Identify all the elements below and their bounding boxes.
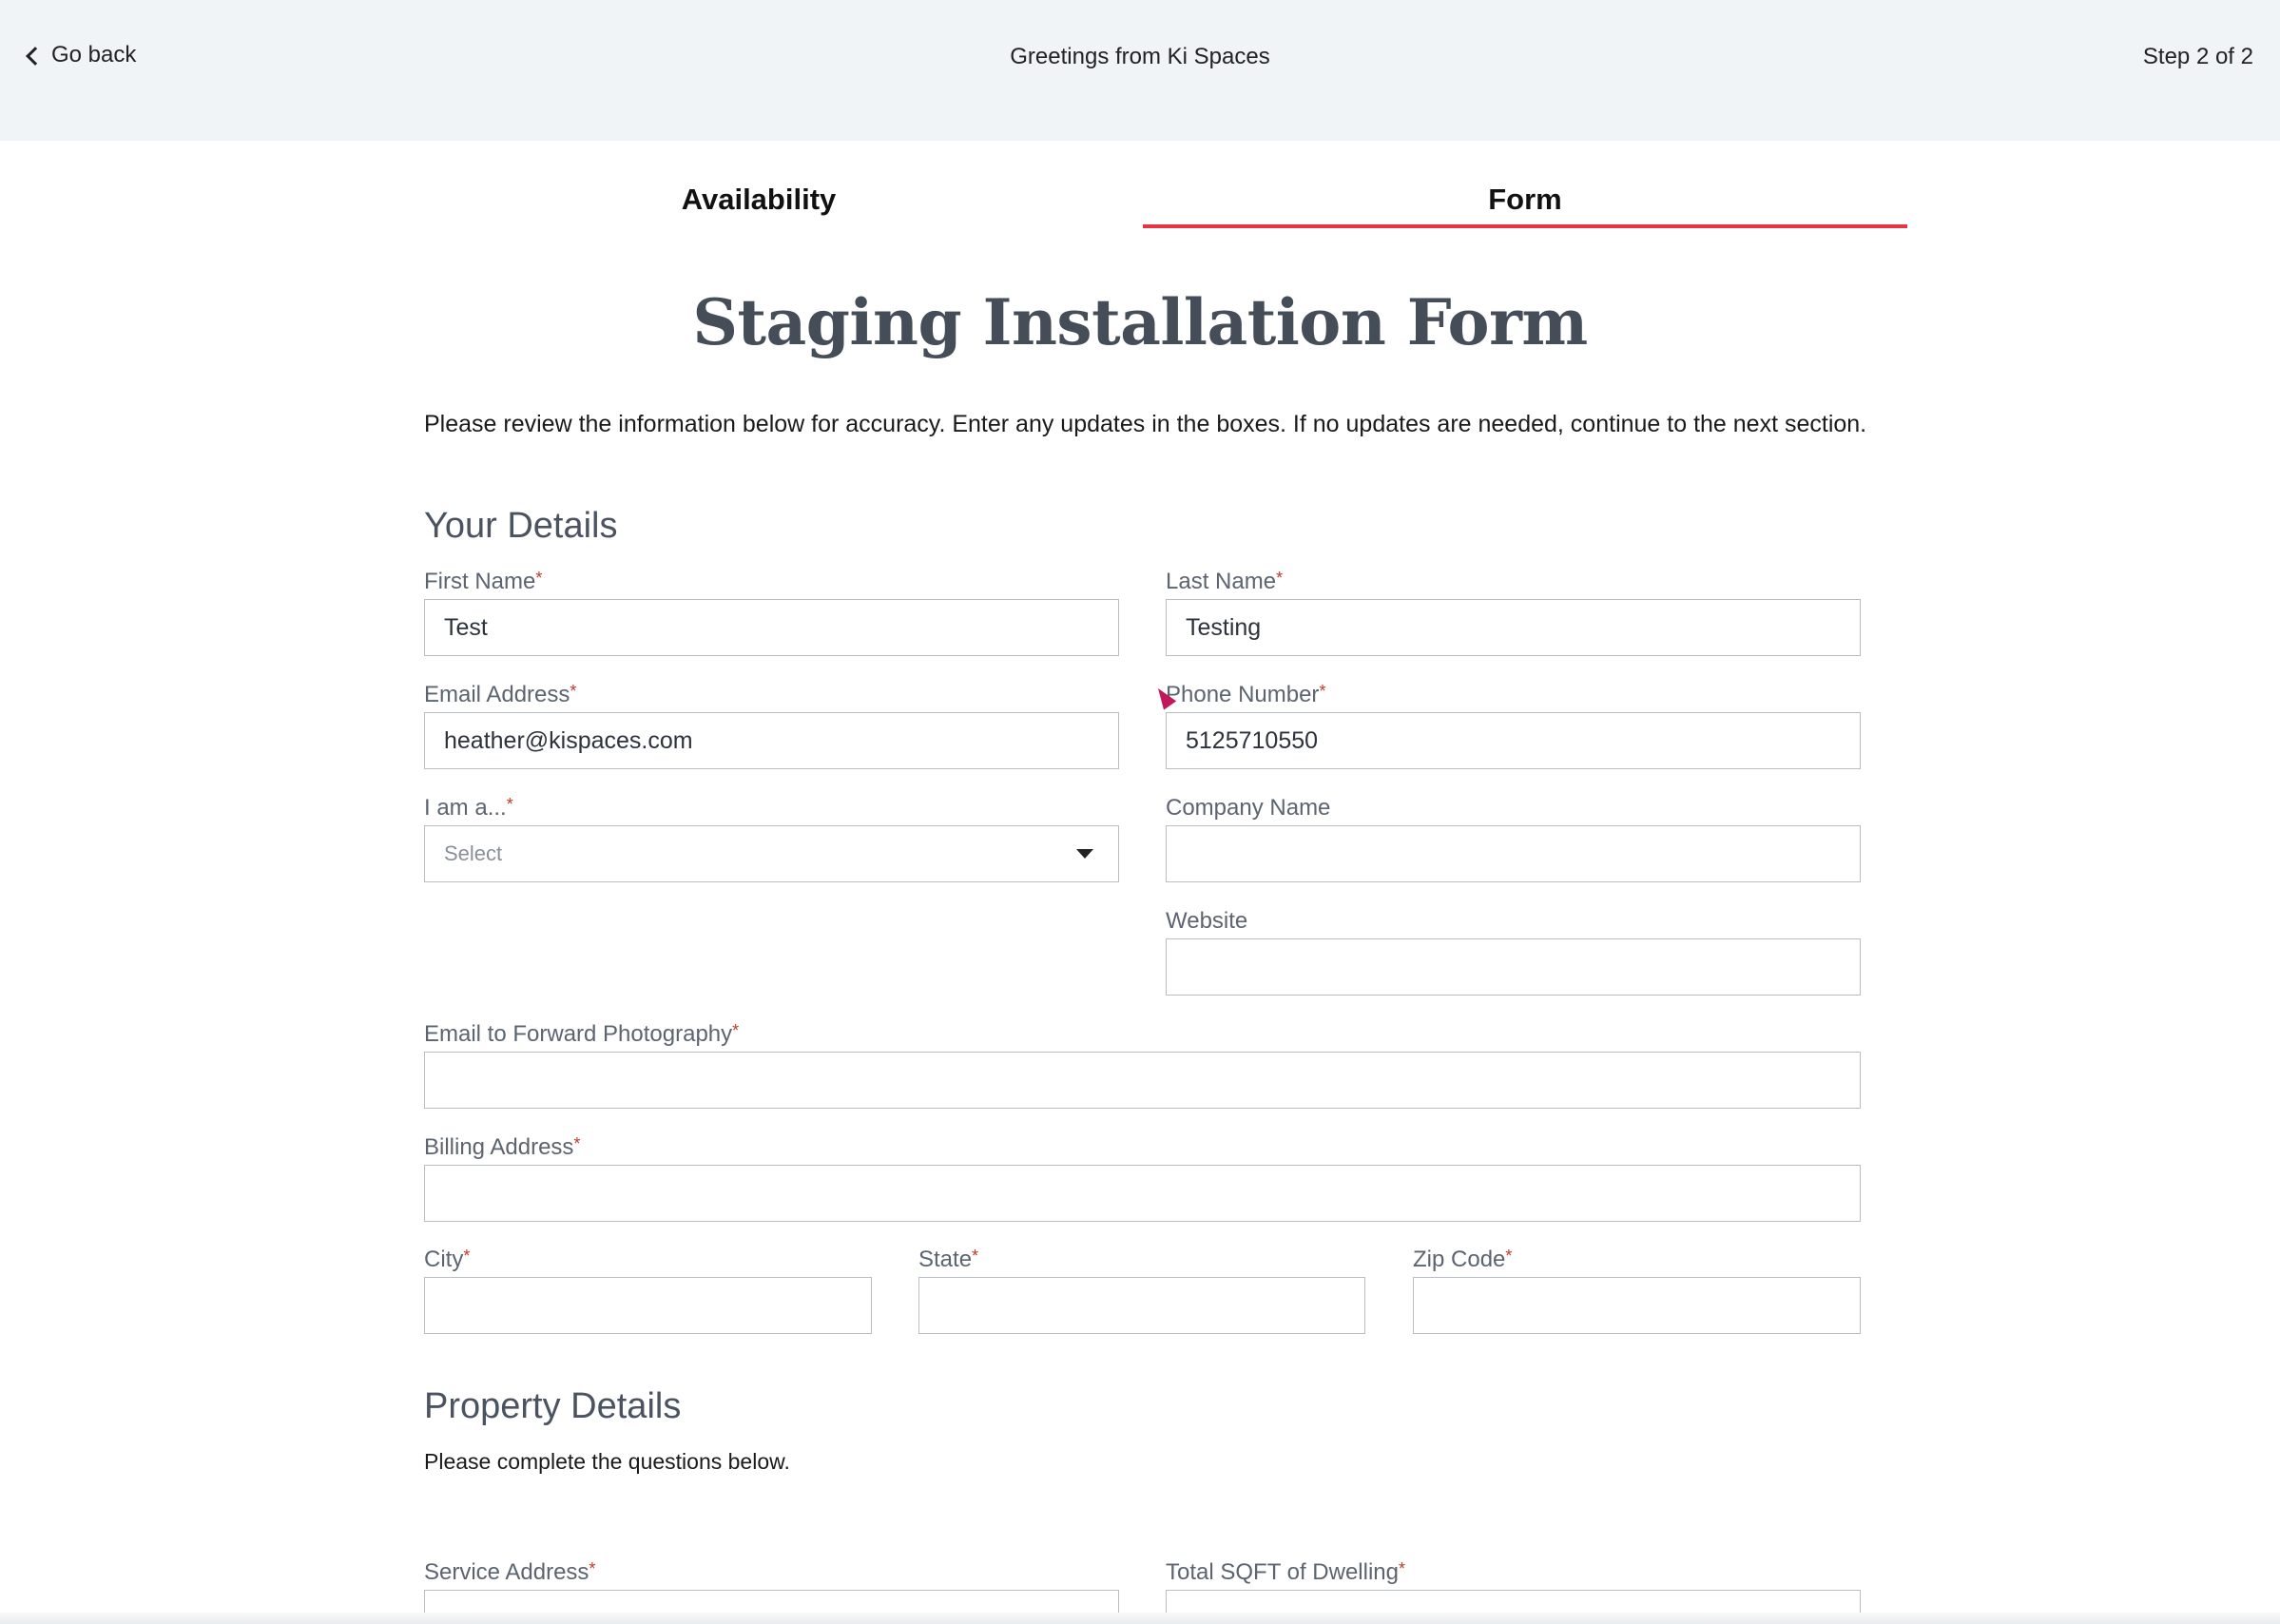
billing-label: Billing Address* [424, 1134, 581, 1160]
last-name-label: Last Name* [1166, 569, 1284, 594]
website-input[interactable] [1166, 938, 1861, 996]
zip-input[interactable] [1413, 1277, 1861, 1334]
go-back-label: Go back [51, 42, 137, 68]
top-bar [0, 0, 2280, 141]
property-details-heading: Property Details [424, 1386, 682, 1426]
service-address-label: Service Address* [424, 1559, 596, 1585]
header-title: Greetings from Ki Spaces [1010, 44, 1270, 69]
forward-email-input[interactable] [424, 1052, 1861, 1109]
company-input[interactable] [1166, 825, 1861, 882]
city-input[interactable] [424, 1277, 872, 1334]
property-details-subtitle: Please complete the questions below. [424, 1449, 790, 1474]
form-intro: Please review the information below for accuracy. Enter any updates in the boxes. If no updates are needed, continue to the next section. [424, 411, 1867, 437]
phone-input[interactable] [1166, 712, 1861, 769]
phone-label: Phone Number* [1166, 682, 1326, 707]
sqft-label: Total SQFT of Dwelling* [1166, 1559, 1405, 1585]
forward-email-label: Email to Forward Photography* [424, 1021, 740, 1047]
your-details-heading: Your Details [424, 506, 618, 546]
step-indicator: Step 2 of 2 [2142, 44, 2253, 69]
last-name-input[interactable] [1166, 599, 1861, 656]
city-label: City* [424, 1247, 471, 1272]
zip-label: Zip Code* [1413, 1247, 1513, 1272]
tab-form[interactable]: Form [1143, 183, 1907, 228]
form-title: Staging Installation Form [692, 285, 1588, 359]
iam-label: I am a...* [424, 795, 513, 821]
company-label: Company Name [1166, 795, 1331, 821]
caret-down-icon [1076, 849, 1093, 859]
tab-availability[interactable]: Availability [681, 183, 837, 216]
first-name-input[interactable] [424, 599, 1119, 656]
bottom-edge [0, 1613, 2280, 1624]
state-input[interactable] [918, 1277, 1365, 1334]
email-input[interactable] [424, 712, 1119, 769]
state-label: State* [918, 1247, 979, 1272]
billing-input[interactable] [424, 1165, 1861, 1222]
email-label: Email Address* [424, 682, 577, 707]
first-name-label: First Name* [424, 569, 543, 594]
website-label: Website [1166, 908, 1248, 934]
iam-select-value: Select [444, 841, 503, 865]
iam-select[interactable] [424, 825, 1119, 882]
